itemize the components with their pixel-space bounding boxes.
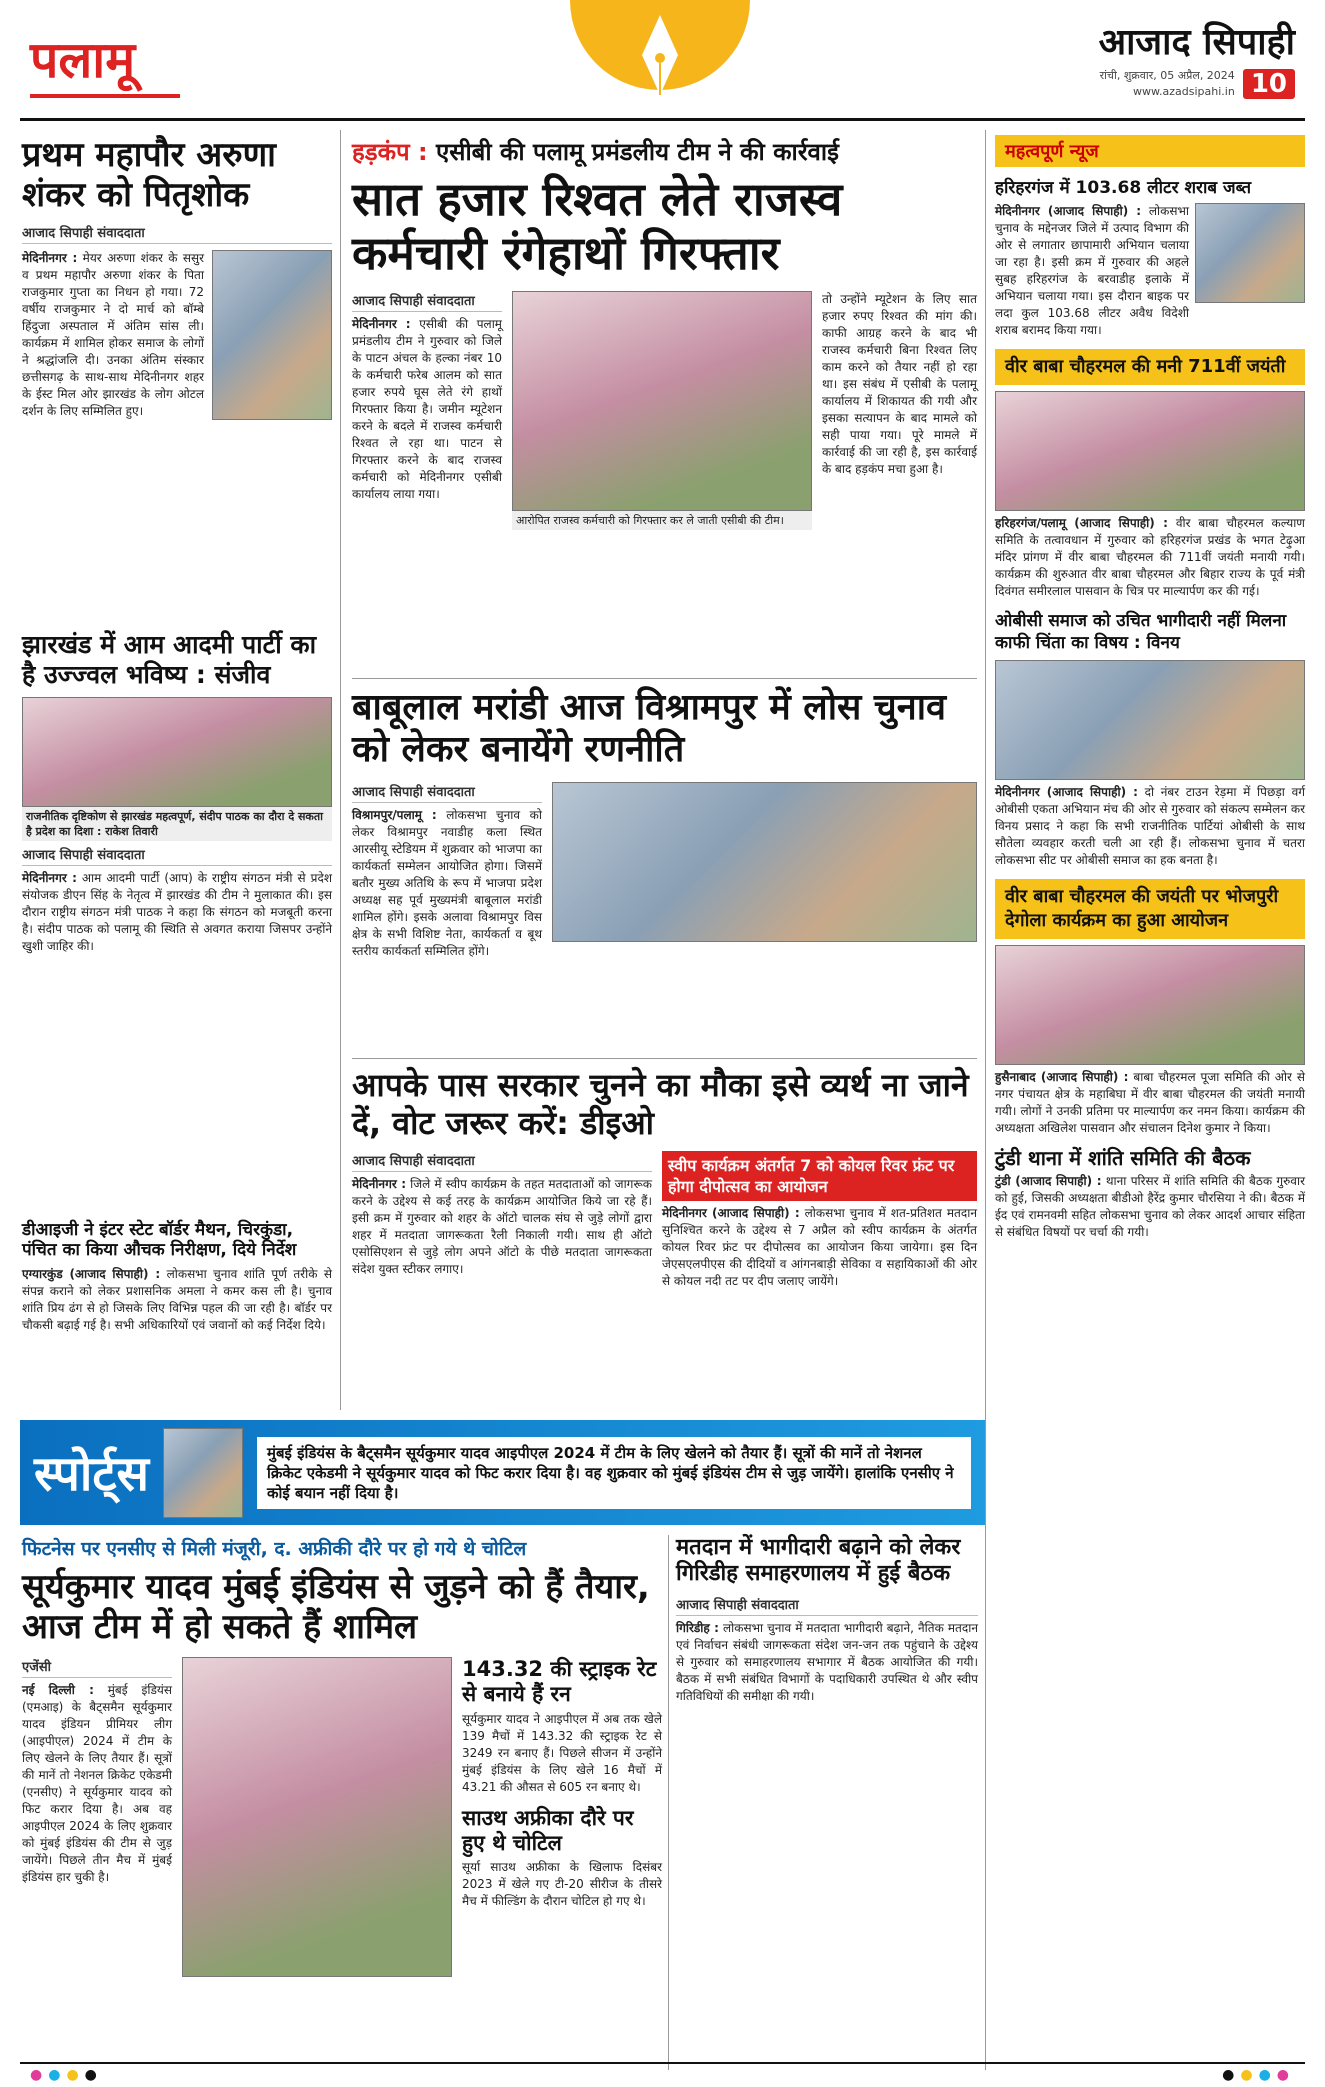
story-body: लोकसभा चुनाव में मतदाता भागीदारी बढ़ाने, नैतिक मतदान एवं निर्वाचन संबंधी जागरूकता संदेश जन-जन तक पहुंचाने के उद्देश्य से गुरुवार को समाहरणालय सभागार में बैठक आयोजित की गयी। बैठक में सभी संबंधित विभागों के पदाधिकारी उपस्थित थे और स्वीप गतिविधियों की समीक्षा की गयी। <box>676 1620 978 1703</box>
story-body: एसीबी की पलामू प्रमंडलीय टीम ने गुरुवार को जिले के पाटन अंचल के हल्का नंबर 10 के कर्मचारी फरेब आलम को सात हजार रुपये घूस लेते रंगे हाथों गिरफ्तार किया है। जमीन म्यूटेशन करने के बदले में राजस्व कर्मचारी रिश्वत ले रहा था। पाटन से गिरफ्तार करने के बाद राजस्व कर्मचारी को मेदिनीनगर एसीबी कार्यालय लाया गया। <box>352 316 502 501</box>
sports-banner <box>20 1420 985 1525</box>
date-line: रांची, शुक्रवार, 05 अप्रैल, 2024 <box>1099 69 1235 82</box>
story-body: लोकसभा चुनाव शांति पूर्ण तरीके से संपन्न कराने को लेकर प्रशासनिक अमला ने कमर कस ली है। चुनाव शांति प्रिय ढंग से हो जिसके लिए विभिन्न पहल की जा रही है। बॉर्डर पर चौकसी बढ़ाई गई है। सभी अधिकारियों एवं जवानों को कई निर्देश दिये। <box>22 1267 332 1333</box>
player-thumb <box>163 1428 243 1518</box>
story-headline: वीर बाबा चौहरमल की मनी 711वीं जयंती <box>995 349 1305 385</box>
story-headline: वीर बाबा चौहरमल की जयंती पर भोजपुरी देगोला कार्यक्रम का हुआ आयोजन <box>995 879 1305 939</box>
story-dateline: मेदिनीनगर : <box>352 316 411 331</box>
obituary-story <box>22 135 332 420</box>
story-headline: प्रथम महापौर अरुणा शंकर को पितृशोक <box>22 135 276 216</box>
story-dateline: हरिहरगंज/पलामू (आजाद सिपाही) : <box>995 516 1168 530</box>
lead-headline: सात हजार रिश्वत लेते राजस्व कर्मचारी रंगेहाथों गिरफ्तार <box>352 172 843 281</box>
column-divider <box>340 130 341 1410</box>
voting-story <box>352 1058 977 1290</box>
giridih-story <box>676 1535 978 1705</box>
story-headline: टुंडी थाना में शांति समिति की बैठक <box>995 1146 1251 1170</box>
sports-ticker: मुंबई इंडियंस के बैट्समैन सूर्यकुमार यादव आइपीएल 2024 में टीम के लिए खेलने को तैयार हैं। सूत्रों की मानें तो नेशनल क्रिकेट एकेडमी ने सूर्यकुमार यादव को फिट करार दिया है। वह शुक्रवार को मुंबई इंडियंस टीम से जुड़ जायेंगे। हालांकि एनसीए ने कोई बयान नहीं दिया है। <box>257 1437 971 1509</box>
section-title: पलामू <box>30 31 136 89</box>
story-dateline: मेदिनीनगर : <box>22 251 78 266</box>
kicker-tag: हड़कंप : <box>352 138 428 166</box>
section-masthead <box>30 28 180 98</box>
rally-photo <box>552 782 977 942</box>
story-dateline: मेदिनीनगर (आजाद सिपाही) : <box>995 204 1142 218</box>
story-dateline: गिरिडीह : <box>676 1620 719 1635</box>
story-dateline: मेदिनीनगर (आजाद सिपाही) : <box>662 1205 800 1220</box>
story-dateline: विश्रामपुर/पलामू : <box>352 807 437 822</box>
story-headline: ओबीसी समाज को उचित भागीदारी नहीं मिलना काफी चिंता का विषय : विनय <box>995 611 1287 653</box>
aap-story <box>22 630 332 955</box>
story-body: लोकसभा चुनाव में शत-प्रतिशत मतदान सुनिश्चित करने के उद्देश्य से 7 अप्रैल को स्वीप कार्यक्रम के अंतर्गत कोयल रिवर फ्रंट पर दीपोत्सव का आयोजन किया जायेगा। इस दिन जेएसएलपीएस की दीदियों व आंगनबाड़ी सेविका व सहायिकाओं की ओर से कोयल नदी तट पर दीप जलाए जायेंगे। <box>662 1205 977 1288</box>
sports-kicker: फिटनेस पर एनसीए से मिली मंजूरी, द. अफ्रीकी दौरे पर हो गये थे चोटिल <box>22 1538 527 1560</box>
registration-dots-left: ●●●● <box>30 2067 103 2083</box>
story-headline: झारखंड में आम आदमी पार्टी का है उज्ज्वल भविष्य : संजीव <box>22 630 317 689</box>
jayanti-photo <box>995 391 1305 511</box>
story-body-continued: तो उन्होंने म्यूटेशन के लिए सात हजार रुपए रिश्वत की मांग की। काफी आग्रह करने के बाद भी राजस्व कर्मचारी बिना रिश्वत लिए काम करने को तैयार नहीं हो रहा था। इस संबंध में एसीबी के पलामू कार्यालय में शिकायत की गयी और इसका सत्यापन के बाद मामले को सही पाया गया। पूरे मामले में कार्रवाई की जा रही है, इस कार्रवाई के बाद हड़कंप मचा हुआ है। <box>822 291 977 476</box>
story-body: आम आदमी पार्टी (आप) के राष्ट्रीय संगठन मंत्री से प्रदेश संयोजक डीएन सिंह के नेतृत्व में झारखंड की टीम ने मुलाकात की। इस दौरान राष्ट्रीय संगठन मंत्री पाठक ने कहा कि संगठन को मजबूती करना है। संदीप पाठक को पलामू की स्थिति से अवगत कराया जिसपर उन्होंने खुशी जाहिर की। <box>22 871 332 953</box>
column-divider <box>668 1535 669 2070</box>
pen-nib-logo <box>560 0 760 120</box>
story-byline: आजाद सिपाही संवाददाता <box>352 1151 652 1172</box>
marandi-story <box>352 678 977 960</box>
sports-label: स्पोर्ट्स <box>34 1446 150 1502</box>
right-column <box>995 135 1305 1241</box>
bottom-rule <box>20 2062 1305 2064</box>
meeting-photo <box>22 697 332 807</box>
portrait-photo <box>212 250 332 420</box>
story-byline: आजाद सिपाही संवाददाता <box>352 291 502 312</box>
story-body: मेयर अरुणा शंकर के ससुर व प्रथम महापौर अरुणा शंकर के पिता राजकुमार गुप्ता का निधन हो गया। 72 वर्षीय राजकुमार ने दो मार्च को बॉम्बे हिंदुजा अस्पताल में अंतिम सांस ली। कार्यक्रम में शामिल होकर समाज के लोगों ने श्रद्धांजलि दी। उनका अंतिम संस्कार छत्तीसगढ़ के साथ-साथ मेदिनीनगर शहर के ईस्ट मिल ओर झारखंड के लोग ओटल दर्शन के लिए सम्मिलित हुए। <box>22 251 204 419</box>
story-byline: आजाद सिपाही संवाददाता <box>352 782 542 803</box>
kicker-text: एसीबी की पलामू प्रमंडलीय टीम ने की कार्रवाई <box>435 138 839 166</box>
paper-name: आजाद सिपाही <box>1098 21 1295 63</box>
registration-dots-right: ●●●● <box>1222 2067 1295 2083</box>
story-dateline: नई दिल्ली : <box>22 1683 94 1698</box>
paper-masthead <box>1055 20 1295 100</box>
story-body: बाबा चौहरमल पूजा समिति की ओर से नगर पंचायत क्षेत्र के महाबिघा में वीर बाबा चौहरमल की जयंती मनायी गयी। लोगों ने उनकी प्रतिमा पर माल्यार्पण कर नमन किया। कार्यक्रम की अध्यक्षता अखिलेश पासवान और संचालन दिनेश कुमार ने किया। <box>995 1070 1305 1135</box>
bhojpuri-photo <box>995 945 1305 1065</box>
story-byline: आजाद सिपाही संवाददाता <box>676 1595 978 1616</box>
story-headline: हरिहरगंज में 103.68 लीटर शराब जब्त <box>995 178 1252 198</box>
story-dateline: हुसैनाबाद (आजाद सिपाही) : <box>995 1070 1129 1084</box>
story-headline: आपके पास सरकार चुनने का मौका इसे व्यर्थ ना जाने दें, वोट जरूर करें: डीइओ <box>352 1066 969 1142</box>
story-body: लोकसभा चुनाव को लेकर विश्रामपुर नवाडीह कला स्थित आरसीयू स्टेडियम में शुक्रवार को भाजपा का कार्यकर्ता सम्मेलन आयोजित होगा। जिसमें बतौर मुख्य अतिथि के रूप में भाजपा प्रदेश अध्यक्ष सह पूर्व मुख्यमंत्री बाबूलाल मरांडी शामिल होंगे। इसके अलावा विश्रामपुर विस क्षेत्र के सभी विशिष्ट नेता, कार्यकर्ता व बूथ स्तरीय कार्यकर्ता सम्मिलित होंगे। <box>352 807 542 958</box>
sub-headline: 143.32 की स्ट्राइक रेट से बनाये हैं रन <box>462 1657 657 1706</box>
story-headline: बाबूलाल मरांडी आज विश्रामपुर में लोस चुनाव को लेकर बनायेंगे रणनीति <box>352 687 947 771</box>
website-link[interactable]: www.azadsipahi.in <box>1133 85 1235 98</box>
story-body: सूर्या साउथ अफ्रीका के खिलाफ दिसंबर 2023 में खेले गए टी-20 सीरीज के तीसरे मैच में फील्डिंग के दौरान चोटिल हो गए थे। <box>462 1860 662 1909</box>
top-rule <box>20 118 1305 121</box>
story-byline: आजाद सिपाही संवाददाता <box>22 845 332 866</box>
story-dateline: मेदिनीनगर : <box>22 871 77 885</box>
story-headline: डीआइजी ने इंटर स्टेट बॉर्डर मैथन, चिरकुंडा, पंचित का किया औचक निरीक्षण, दिये निर्देश <box>22 1220 297 1261</box>
lead-kicker <box>352 135 977 168</box>
story-byline: आजाद सिपाही संवाददाता <box>22 223 332 244</box>
photo-caption: राजनीतिक दृष्टिकोण से झारखंड महत्वपूर्ण, संदीप पाठक का दौरा दे सकता है प्रदेश का दिशा : राकेश तिवारी <box>22 807 332 841</box>
story-body: सूर्यकुमार यादव ने आइपीएल में अब तक खेले 139 मैचों में 143.32 की स्ट्राइक रेट से 3249 रन बनाए हैं। पिछले सीजन में उन्होंने मुंबई इंडियंस के लिए खेले 16 मैचों में 43.21 की औसत से 605 रन बनाए थे। <box>462 1711 662 1794</box>
photo-caption: आरोपित राजस्व कर्मचारी को गिरफ्तार कर ले जाती एसीबी की टीम। <box>512 511 812 530</box>
story-body: मुंबई इंडियंस (एमआइ) के बैट्समैन सूर्यकुमार यादव इंडियन प्रीमियर लीग (आइपीएल) 2024 में टीम के लिए खेलने के लिए तैयार हैं। सूत्रों की मानें तो नेशनल क्रिकेट एकेडमी (एनसीए) ने सूर्यकुमार यादव को फिट करार दिया है। अब वह आइपीएल 2024 के लिए शुक्रवार को मुंबई इंडियंस की टीम से जुड़ जायेंगे। पिछले तीन मैच में मुंबई इंडियंस हार चुकी है। <box>22 1683 172 1885</box>
story-dateline: मेदिनीनगर (आजाद सिपाही) : <box>995 785 1138 799</box>
column-divider <box>985 130 986 2070</box>
story-dateline: एग्यारकुंड (आजाद सिपाही) : <box>22 1267 161 1282</box>
story-body: लोकसभा चुनाव के मद्देनजर जिले में उत्पाद विभाग की ओर से लगातार छापामारी अभियान चलाया जा रहा है। इसी क्रम में गुरुवार की अहले सुबह हरिहरगंज के बरवाडीह इलाके में अभियान चलाया गया। इस दौरान बाइक पर लदा कुल 103.68 लीटर अवैध विदेशी शराब बरामद किया गया। <box>995 204 1189 337</box>
story-dateline: मेदिनीनगर : <box>352 1176 407 1191</box>
story-body: जिले में स्वीप कार्यक्रम के तहत मतदाताओं को जागरूक करने के उद्देश्य से कई तरह के कार्यक्रम आयोजित किये जा रहे हैं। इसी क्रम में गुरुवार को शहर के ऑटो चालक संघ से जुड़े लोगों द्वारा शहर में मतदाता जागरूकता रैली निकाली गयी। साथ ही ऑटो एसोसिएशन से जुड़े लोग अपने ऑटो के पीछे मतदाता जागरूकता संदेश युक्त स्टीकर लगाए। <box>352 1176 652 1276</box>
story-dateline: टुंडी (आजाद सिपाही) : <box>995 1174 1102 1188</box>
lead-story <box>352 135 977 530</box>
story-headline: मतदान में भागीदारी बढ़ाने को लेकर गिरिडीह समाहरणालय में हुई बैठक <box>676 1535 961 1586</box>
page-number: 10 <box>1243 69 1295 99</box>
sub-headline: स्वीप कार्यक्रम अंतर्गत 7 को कोयल रिवर फ्रंट पर होगा दीपोत्सव का आयोजन <box>662 1151 977 1201</box>
tundi-story <box>995 1147 1305 1241</box>
story-body: वीर बाबा चौहरमल कल्याण समिति के तत्वावधान में गुरुवार को हरिहरगंज प्रखंड के भगत टेढ़ुआ मंदिर प्रांगण में वीर बाबा चौहरमल की 711वीं जयंती मनायी गयी। कार्यक्रम की शुरुआत वीर बाबा चौहरमल और बिहार राज्य के पूर्व मंत्री दिवंगत समीरलाल पासवान के चित्र पर माल्यार्पण कर की गई। <box>995 516 1305 598</box>
obc-photo <box>995 660 1305 780</box>
sub-headline: साउथ अफ्रीका दौरे पर हुए थे चोटिल <box>462 1805 634 1855</box>
jayanti-story <box>995 349 1305 600</box>
story-body: थाना परिसर में शांति समिति की बैठक गुरुवार को हुई, जिसकी अध्यक्षता बीडीओ हैरेंद्र कुमार चौरसिया ने की। बैठक में ईद एवं रामनवमी सहित लोकसभा चुनाव को लेकर आदर्श आचार संहिता से संबंधित विषयों पर चर्चा की गयी। <box>995 1174 1305 1239</box>
obc-story <box>995 610 1305 869</box>
sports-story <box>22 1535 662 1977</box>
important-news-label: महत्वपूर्ण न्यूज <box>995 135 1305 167</box>
sports-headline: सूर्यकुमार यादव मुंबई इंडियंस से जुड़ने को हैं तैयार, आज टीम में हो सकते हैं शामिल <box>22 1567 650 1648</box>
dig-story <box>22 1220 332 1334</box>
seizure-photo <box>1195 203 1305 303</box>
story-byline: एजेंसी <box>22 1657 172 1678</box>
player-photo <box>182 1657 452 1977</box>
story-body: दो नंबर टाउन रेड़मा में पिछड़ा वर्ग ओबीसी एकता अभियान मंच की ओर से गुरुवार को संकल्प सम्मेलन कर विनय प्रसाद ने कहा कि सभी राजनीतिक पार्टियां ओबीसी के साथ सौतेला व्यवहार करती चली आ रही हैं। लोकसभा चुनाव में चतरा लोकसभा सीट पर ओबीसी समाज का हक बनता है। <box>995 785 1306 867</box>
liquor-story <box>995 177 1305 339</box>
bhojpuri-story <box>995 879 1305 1137</box>
lead-photo <box>512 291 812 511</box>
